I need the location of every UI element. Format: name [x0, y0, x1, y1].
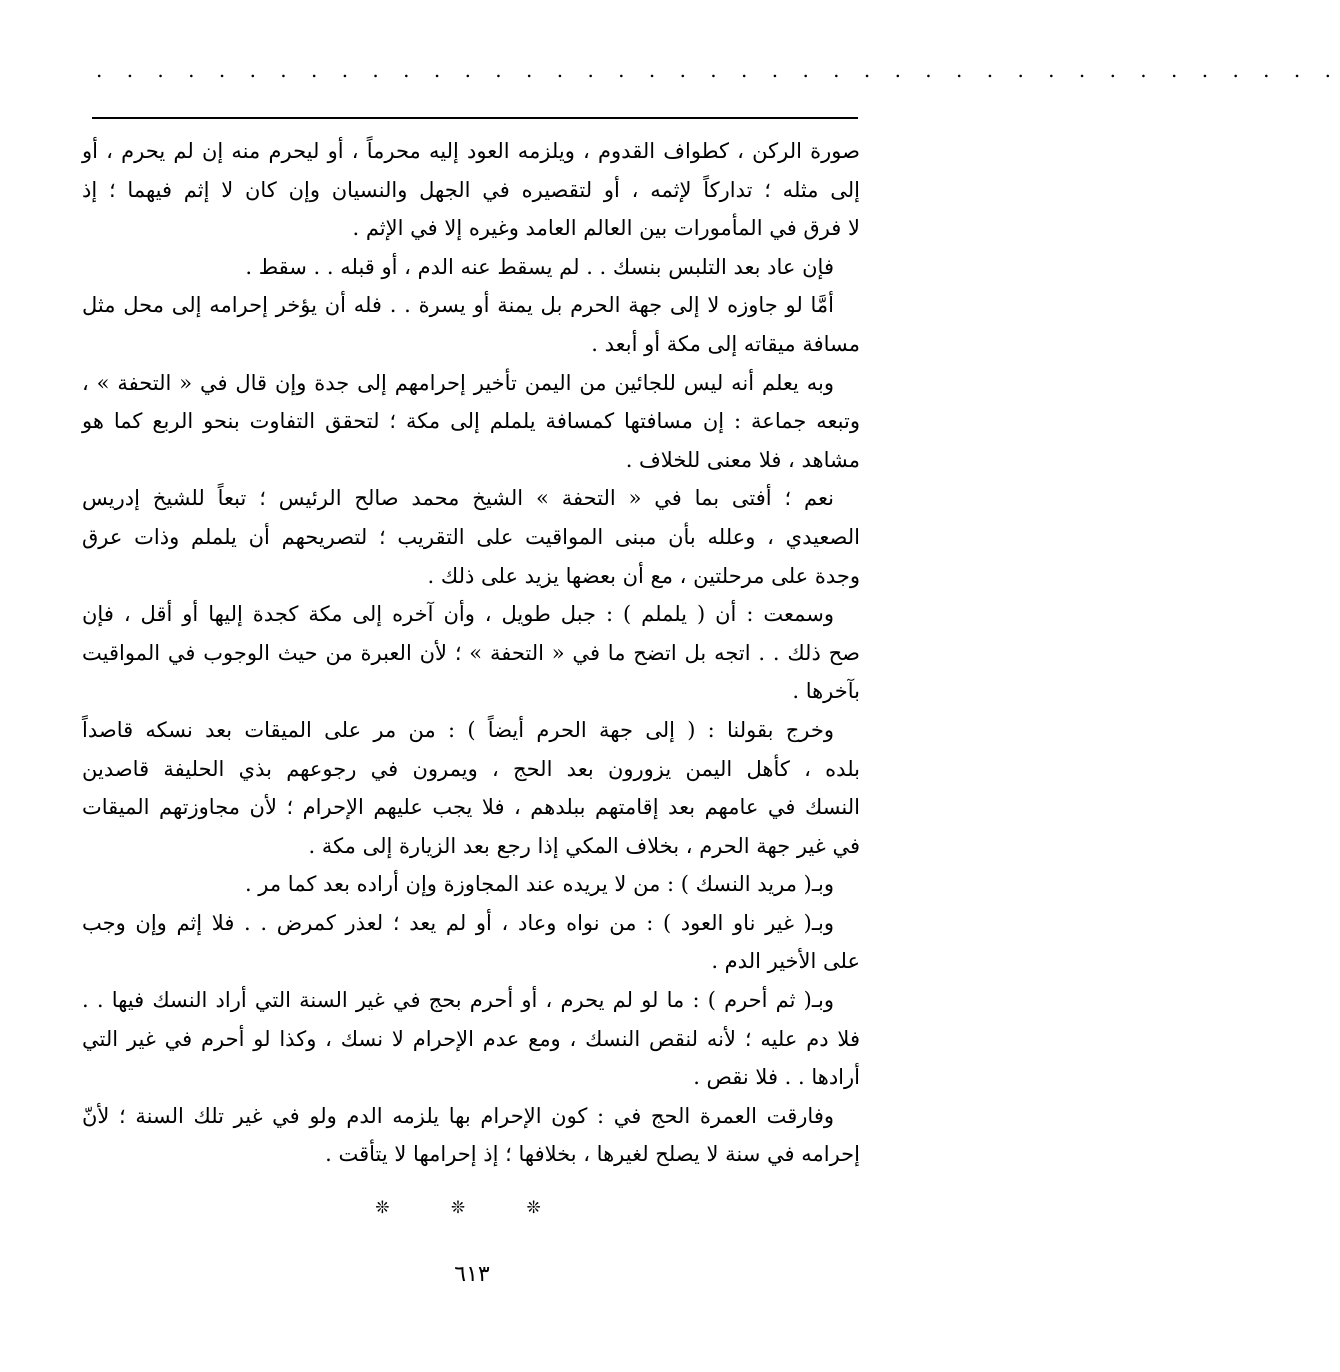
- text-line: وسمعت : أن ( يلملم ) : جبل طويل ، وأن آخره إلى مكة كجدة إليها أو أقل ، فإن: [82, 602, 834, 627]
- text-line: وبـ( غير ناو العود ) : من نواه وعاد ، أو لم يعد ؛ لعذر كمرض . . فلا إثم وإن وجب: [82, 910, 834, 935]
- text-line: وتبعه جماعة : إن مسافتها كمسافة يلملم إلى مكة ؛ لتحقق التفاوت بنحو الربع كما هو: [82, 409, 860, 434]
- text-line: وبـ( مريد النسك ) : من لا يريده عند المجاوزة وإن أراده بعد كما مر .: [244, 872, 834, 897]
- text-line: وبـ( ثم أحرم ) : ما لو لم يحرم ، أو أحرم بحج في غير السنة التي أراد النسك فيها . .: [82, 988, 834, 1013]
- text-line: الصعيدي ، وعلله بأن مبنى المواقيت على التقريب ؛ لتصريحهم أن يلملم وذات عرق: [82, 524, 861, 549]
- text-line: في غير جهة الحرم ، بخلاف المكي إذا رجع بعد الزيارة إلى مكة .: [308, 833, 860, 858]
- text-line: على الأخير الدم .: [711, 949, 860, 974]
- text-line: بآخرها .: [792, 679, 860, 704]
- text-line: وفارقت العمرة الحج في : كون الإحرام بها يلزمه الدم ولو في غير تلك السنة ؛ لأنّ: [82, 1103, 834, 1128]
- text-line: بلده ، كأهل اليمن يزورون بعد الحج ، ويمرون في رجوعهم بذي الحليفة قاصدين: [82, 756, 860, 781]
- text-line: وخرج بقولنا : ( إلى جهة الحرم أيضاً ) : من مر على الميقات بعد نسكه قاصداً: [82, 717, 834, 742]
- header-rule: [92, 117, 858, 119]
- text-line: لا فرق في المأمورات بين العالم العامد وغيره إلا في الإثم .: [352, 216, 860, 241]
- text-line: فإن عاد بعد التلبس بنسك . . لم يسقط عنه الدم ، أو قبله . . سقط .: [245, 254, 834, 279]
- section-ornament: ❊ ❊ ❊: [375, 1198, 569, 1218]
- text-line: صح ذلك . . اتجه بل اتضح ما في « التحفة » ؛ لأن العبرة من حيث الوجوب في المواقيت: [82, 640, 860, 665]
- text-line: إلى مثله ؛ تداركاً لإثمه ، أو لتقصيره في الجهل والنسيان وإن كان لا إثم فيهما ؛ إذ: [82, 177, 860, 202]
- text-line: النسك في عامهم بعد إقامتهم ببلدهم ، فلا يجب عليهم الإحرام ؛ لأن مجاوزتهم الميقات: [82, 795, 860, 820]
- text-line: مشاهد ، فلا معنى للخلاف .: [625, 447, 860, 472]
- text-line: أرادها . . فلا نقص .: [693, 1065, 860, 1090]
- text-line: فلا دم عليه ؛ لأنه لنقص النسك ، ومع عدم الإحرام لا نسك ، وكذا لو أحرم في غير التي: [82, 1026, 860, 1051]
- text-line: وجدة على مرحلتين ، مع أن بعضها يزيد على ذلك .: [427, 563, 860, 588]
- text-line: أمَّا لو جاوزه لا إلى جهة الحرم بل يمنة أو يسرة . . فله أن يؤخر إحرامه إلى محل مثل: [82, 293, 834, 318]
- text-line: وبه يعلم أنه ليس للجائين من اليمن تأخير إحرامهم إلى جدة وإن قال في « التحفة » ،: [82, 370, 834, 395]
- header-dotted-line: . . . . . . . . . . . . . . . . . . . . . . . . . . . . . . . . . . . . . . . . .: [96, 58, 1340, 82]
- page-number: ٦١٣: [454, 1262, 490, 1287]
- text-line: صورة الركن ، كطواف القدوم ، ويلزمه العود إليه محرماً ، أو ليحرم منه إن لم يحرم ، أو: [82, 139, 860, 163]
- body-text: [82, 132, 860, 1174]
- text-line: نعم ؛ أفتى بما في « التحفة » الشيخ محمد صالح الرئيس ؛ تبعاً للشيخ إدريس: [82, 486, 834, 511]
- text-line: مسافة ميقاته إلى مكة أو أبعد .: [591, 331, 860, 356]
- text-line: إحرامه في سنة لا يصلح لغيرها ، بخلافها ؛ إذ إحرامها لا يتأقت .: [325, 1142, 860, 1167]
